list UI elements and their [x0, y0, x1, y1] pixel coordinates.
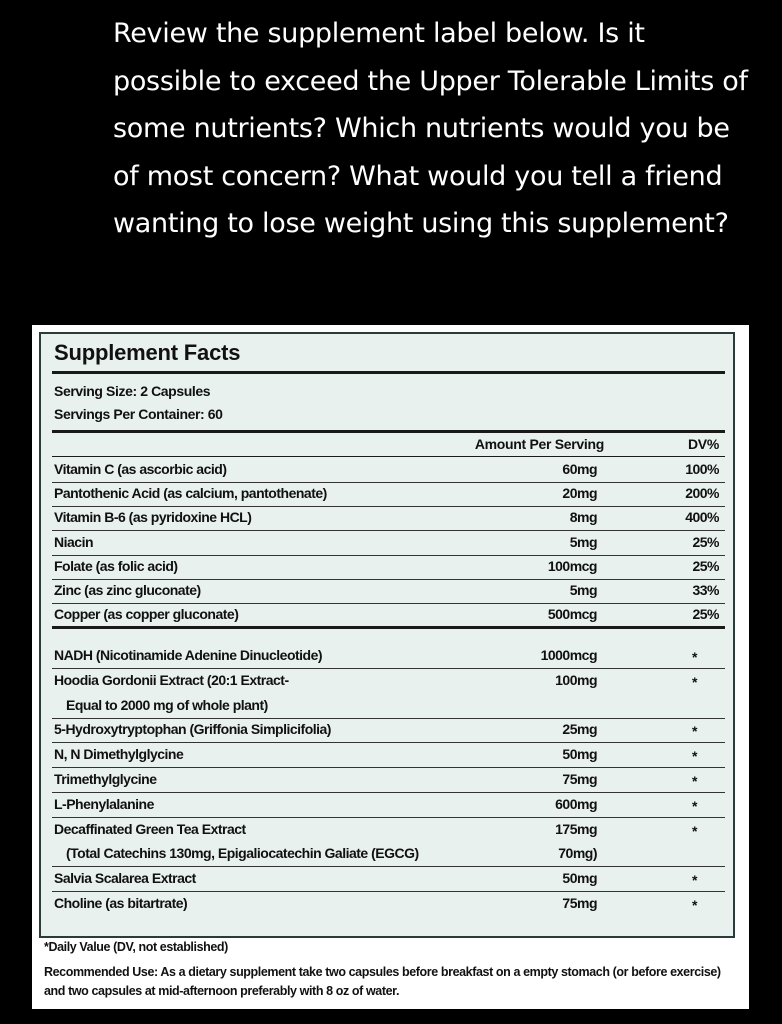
ingredient-dv: *	[692, 723, 697, 740]
ingredient-amount: 100mcg	[547, 557, 597, 574]
supplement-facts-panel	[39, 332, 735, 938]
ingredient-name: Vitamin B-6 (as pyridoxine HCL)	[54, 509, 252, 526]
table-row	[52, 482, 725, 507]
ingredient-name: Zinc (as zinc gluconate)	[54, 582, 201, 598]
table-row	[52, 892, 725, 916]
ingredient-dv: 25%	[692, 533, 719, 550]
facts-title: Supplement Facts	[54, 340, 241, 365]
ingredient-name: Salvia Scalarea Extract	[54, 870, 196, 887]
ingredient-amount: 50mg	[562, 870, 597, 887]
serving-size: Serving Size: 2 Capsules	[54, 383, 211, 399]
ingredient-amount: 1000mcg	[540, 647, 597, 663]
ingredient-dv: 400%	[685, 509, 719, 526]
ingredient-name: Niacin	[54, 533, 94, 550]
table-row	[52, 579, 725, 604]
table-row	[52, 842, 725, 867]
ingredient-amount: 8mg	[569, 509, 597, 526]
ingredient-dv: *	[692, 822, 697, 839]
table-row	[52, 793, 725, 818]
servings-per-container: Servings Per Container: 60	[54, 406, 223, 422]
supplement-label	[32, 325, 749, 1009]
ingredient-dv: *	[692, 872, 697, 889]
ingredient-amount: 60mg	[562, 461, 597, 477]
ingredient-name: Choline (as bitartrate)	[54, 895, 188, 911]
ingredient-amount: 100mg	[555, 671, 597, 688]
ingredient-name: Decaffinated Green Tea Extract	[54, 820, 246, 837]
ingredient-dv: 100%	[685, 461, 719, 477]
ingredient-amount: 500mcg	[547, 606, 597, 623]
table-row	[52, 718, 725, 743]
ingredient-dv: *	[692, 748, 697, 765]
ingredient-name: L-Phenylalanine	[54, 795, 154, 812]
table-row	[52, 743, 725, 768]
ingredient-amount: 5mg	[569, 533, 597, 550]
table-row	[52, 506, 725, 531]
table-row	[52, 555, 725, 580]
ingredient-name: (Total Catechins 130mg, Epigaliocatechin Galiate (EGCG)	[66, 845, 419, 862]
table-row	[52, 669, 725, 693]
ingredient-dv: 200%	[685, 485, 719, 502]
section-rule	[52, 626, 725, 629]
ingredient-dv: *	[692, 897, 697, 913]
title-rule	[52, 371, 725, 374]
table-row	[52, 694, 725, 719]
ingredient-name: Pantothenic Acid (as calcium, pantothenate)	[54, 485, 327, 502]
ingredient-amount: 175mg	[555, 820, 597, 837]
ingredient-dv: *	[692, 797, 697, 814]
dv-footnote: *Daily Value (DV, not established)	[44, 940, 228, 954]
table-row	[52, 458, 725, 483]
ingredient-name: NADH (Nicotinamide Adenine Dinucleotide)	[54, 647, 323, 663]
ingredient-dv: 25%	[692, 557, 719, 574]
ingredient-amount: 75mg	[562, 895, 597, 911]
recommended-use: Recommended Use: As a dietary supplement take two capsules before breakfast on a empty stomach (or before exercise) and two capsules at mid-afternoon preferably with 8 oz of water.	[44, 965, 721, 998]
ingredient-amount: 600mg	[555, 795, 597, 812]
ingredient-name: Copper (as copper gluconate)	[54, 606, 239, 623]
ingredient-dv: *	[692, 649, 697, 665]
table-row	[52, 531, 725, 556]
header-rule	[52, 456, 725, 457]
table-row	[52, 603, 725, 627]
ingredient-name: 5-Hydroxytryptophan (Griffonia Simplicifolia)	[54, 721, 331, 738]
ingredient-amount: 70mg)	[558, 845, 597, 862]
table-row	[52, 644, 725, 669]
ingredient-amount: 20mg	[562, 485, 597, 502]
ingredient-amount: 5mg	[569, 582, 597, 598]
ingredient-amount: 25mg	[562, 721, 597, 738]
ingredient-dv: *	[692, 773, 697, 789]
ingredient-name: Folate (as folic acid)	[54, 557, 178, 574]
question-text: Review the supplement label below. Is it possible to exceed the Upper Tolerable Limits of some nutrients? Which nutrients would you be of most concern? What would you tell a friend wanting to lose weight using this supplement?	[113, 18, 748, 240]
ingredient-dv: 33%	[692, 582, 719, 598]
table-row	[52, 818, 725, 842]
ingredient-amount: 50mg	[562, 746, 597, 763]
serving-rule	[52, 430, 725, 433]
ingredient-dv: 25%	[692, 606, 719, 623]
ingredient-name: Hoodia Gordonii Extract (20:1 Extract-	[54, 671, 289, 688]
dv-header: DV%	[688, 436, 719, 452]
ingredient-name: Equal to 2000 mg of whole plant)	[66, 696, 268, 713]
table-row	[52, 867, 725, 892]
table-row	[52, 768, 725, 793]
ingredient-name: Trimethylglycine	[54, 771, 157, 787]
ingredient-name: Vitamin C (as ascorbic acid)	[54, 461, 227, 477]
amount-header: Amount Per Serving	[474, 436, 604, 452]
ingredient-amount: 75mg	[562, 771, 597, 787]
ingredient-dv: *	[692, 673, 697, 690]
ingredient-name: N, N Dimethylglycine	[54, 746, 184, 763]
